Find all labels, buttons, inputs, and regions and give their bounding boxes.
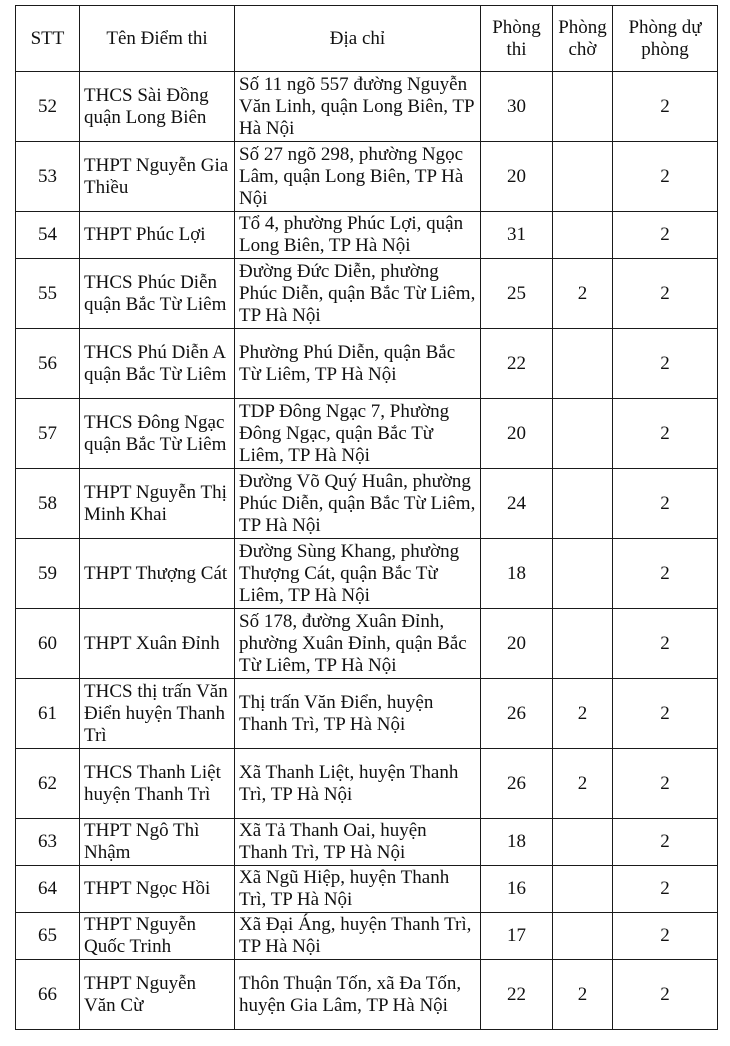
cell-exam-rooms: 26 bbox=[481, 749, 553, 819]
cell-site-name: THPT Nguyễn Thị Minh Khai bbox=[80, 469, 235, 539]
cell-reserve-rooms: 2 bbox=[613, 866, 718, 913]
cell-stt: 58 bbox=[16, 469, 80, 539]
cell-address: Đường Võ Quý Huân, phường Phúc Diễn, quận Bắc Từ Liêm, TP Hà Nội bbox=[235, 469, 481, 539]
cell-address: Số 27 ngõ 298, phường Ngọc Lâm, quận Long Biên, TP Hà Nội bbox=[235, 142, 481, 212]
cell-site-name: THPT Phúc Lợi bbox=[80, 212, 235, 259]
table-row bbox=[16, 749, 718, 819]
cell-reserve-rooms: 2 bbox=[613, 259, 718, 329]
cell-waiting-rooms bbox=[553, 913, 613, 960]
cell-address: Đường Sùng Khang, phường Thượng Cát, quận Bắc Từ Liêm, TP Hà Nội bbox=[235, 539, 481, 609]
cell-waiting-rooms: 2 bbox=[553, 960, 613, 1030]
table-row bbox=[16, 259, 718, 329]
cell-exam-rooms: 24 bbox=[481, 469, 553, 539]
cell-waiting-rooms bbox=[553, 399, 613, 469]
header-address: Địa chỉ bbox=[235, 6, 481, 72]
header-exam-rooms: Phòng thi bbox=[481, 6, 553, 72]
header-reserve-rooms: Phòng dự phòng bbox=[613, 6, 718, 72]
cell-exam-rooms: 17 bbox=[481, 913, 553, 960]
cell-reserve-rooms: 2 bbox=[613, 609, 718, 679]
table-row bbox=[16, 212, 718, 259]
cell-waiting-rooms bbox=[553, 866, 613, 913]
cell-address: Phường Phú Diễn, quận Bắc Từ Liêm, TP Hà Nội bbox=[235, 329, 481, 399]
cell-stt: 54 bbox=[16, 212, 80, 259]
cell-stt: 57 bbox=[16, 399, 80, 469]
cell-reserve-rooms: 2 bbox=[613, 142, 718, 212]
table-row bbox=[16, 539, 718, 609]
cell-exam-rooms: 26 bbox=[481, 679, 553, 749]
cell-address: Số 178, đường Xuân Đỉnh, phường Xuân Đỉnh, quận Bắc Từ Liêm, TP Hà Nội bbox=[235, 609, 481, 679]
header-name: Tên Điểm thi bbox=[80, 6, 235, 72]
cell-stt: 52 bbox=[16, 72, 80, 142]
cell-exam-rooms: 22 bbox=[481, 329, 553, 399]
cell-reserve-rooms: 2 bbox=[613, 819, 718, 866]
cell-address: Thị trấn Văn Điển, huyện Thanh Trì, TP Hà Nội bbox=[235, 679, 481, 749]
cell-reserve-rooms: 2 bbox=[613, 913, 718, 960]
cell-address: Đường Đức Diễn, phường Phúc Diễn, quận Bắc Từ Liêm, TP Hà Nội bbox=[235, 259, 481, 329]
exam-sites-table bbox=[15, 5, 718, 1030]
cell-reserve-rooms: 2 bbox=[613, 679, 718, 749]
cell-reserve-rooms: 2 bbox=[613, 72, 718, 142]
cell-site-name: THCS Sài Đồng quận Long Biên bbox=[80, 72, 235, 142]
cell-waiting-rooms: 2 bbox=[553, 259, 613, 329]
cell-site-name: THPT Nguyễn Quốc Trinh bbox=[80, 913, 235, 960]
cell-reserve-rooms: 2 bbox=[613, 749, 718, 819]
cell-waiting-rooms: 2 bbox=[553, 749, 613, 819]
table-row bbox=[16, 142, 718, 212]
cell-site-name: THPT Thượng Cát bbox=[80, 539, 235, 609]
cell-address: Thôn Thuận Tốn, xã Đa Tốn, huyện Gia Lâm, TP Hà Nội bbox=[235, 960, 481, 1030]
header-stt: STT bbox=[16, 6, 80, 72]
cell-waiting-rooms bbox=[553, 609, 613, 679]
cell-site-name: THPT Ngô Thì Nhậm bbox=[80, 819, 235, 866]
cell-address: Xã Thanh Liệt, huyện Thanh Trì, TP Hà Nội bbox=[235, 749, 481, 819]
cell-address: Xã Ngũ Hiệp, huyện Thanh Trì, TP Hà Nội bbox=[235, 866, 481, 913]
cell-stt: 56 bbox=[16, 329, 80, 399]
cell-site-name: THCS Phúc Diễn quận Bắc Từ Liêm bbox=[80, 259, 235, 329]
cell-reserve-rooms: 2 bbox=[613, 212, 718, 259]
cell-stt: 62 bbox=[16, 749, 80, 819]
cell-address: Tổ 4, phường Phúc Lợi, quận Long Biên, TP Hà Nội bbox=[235, 212, 481, 259]
cell-site-name: THCS thị trấn Văn Điển huyện Thanh Trì bbox=[80, 679, 235, 749]
cell-waiting-rooms bbox=[553, 539, 613, 609]
cell-exam-rooms: 18 bbox=[481, 819, 553, 866]
table-row bbox=[16, 913, 718, 960]
cell-stt: 53 bbox=[16, 142, 80, 212]
cell-exam-rooms: 20 bbox=[481, 609, 553, 679]
cell-site-name: THPT Xuân Đỉnh bbox=[80, 609, 235, 679]
table-row bbox=[16, 679, 718, 749]
table-row bbox=[16, 960, 718, 1030]
table-row bbox=[16, 609, 718, 679]
cell-exam-rooms: 20 bbox=[481, 399, 553, 469]
table-row bbox=[16, 469, 718, 539]
cell-exam-rooms: 31 bbox=[481, 212, 553, 259]
cell-address: Xã Tả Thanh Oai, huyện Thanh Trì, TP Hà Nội bbox=[235, 819, 481, 866]
cell-waiting-rooms: 2 bbox=[553, 679, 613, 749]
cell-waiting-rooms bbox=[553, 819, 613, 866]
cell-waiting-rooms bbox=[553, 142, 613, 212]
cell-site-name: THPT Nguyễn Gia Thiều bbox=[80, 142, 235, 212]
cell-exam-rooms: 16 bbox=[481, 866, 553, 913]
table-row bbox=[16, 866, 718, 913]
table-header-row bbox=[16, 6, 718, 72]
table-row bbox=[16, 72, 718, 142]
cell-stt: 60 bbox=[16, 609, 80, 679]
cell-reserve-rooms: 2 bbox=[613, 960, 718, 1030]
cell-address: Xã Đại Áng, huyện Thanh Trì, TP Hà Nội bbox=[235, 913, 481, 960]
cell-stt: 55 bbox=[16, 259, 80, 329]
cell-reserve-rooms: 2 bbox=[613, 469, 718, 539]
cell-site-name: THCS Đông Ngạc quận Bắc Từ Liêm bbox=[80, 399, 235, 469]
cell-exam-rooms: 25 bbox=[481, 259, 553, 329]
cell-exam-rooms: 18 bbox=[481, 539, 553, 609]
header-waiting-rooms: Phòng chờ bbox=[553, 6, 613, 72]
cell-site-name: THCS Phú Diễn A quận Bắc Từ Liêm bbox=[80, 329, 235, 399]
cell-waiting-rooms bbox=[553, 329, 613, 399]
cell-reserve-rooms: 2 bbox=[613, 399, 718, 469]
cell-reserve-rooms: 2 bbox=[613, 329, 718, 399]
cell-waiting-rooms bbox=[553, 469, 613, 539]
cell-exam-rooms: 30 bbox=[481, 72, 553, 142]
table-row bbox=[16, 329, 718, 399]
cell-waiting-rooms bbox=[553, 212, 613, 259]
cell-stt: 59 bbox=[16, 539, 80, 609]
cell-stt: 64 bbox=[16, 866, 80, 913]
cell-site-name: THCS Thanh Liệt huyện Thanh Trì bbox=[80, 749, 235, 819]
cell-stt: 63 bbox=[16, 819, 80, 866]
cell-address: TDP Đông Ngạc 7, Phường Đông Ngạc, quận Bắc Từ Liêm, TP Hà Nội bbox=[235, 399, 481, 469]
cell-exam-rooms: 20 bbox=[481, 142, 553, 212]
cell-stt: 66 bbox=[16, 960, 80, 1030]
cell-stt: 61 bbox=[16, 679, 80, 749]
cell-address: Số 11 ngõ 557 đường Nguyễn Văn Linh, quận Long Biên, TP Hà Nội bbox=[235, 72, 481, 142]
cell-waiting-rooms bbox=[553, 72, 613, 142]
cell-site-name: THPT Nguyễn Văn Cừ bbox=[80, 960, 235, 1030]
cell-reserve-rooms: 2 bbox=[613, 539, 718, 609]
cell-site-name: THPT Ngọc Hồi bbox=[80, 866, 235, 913]
table-row bbox=[16, 399, 718, 469]
cell-exam-rooms: 22 bbox=[481, 960, 553, 1030]
cell-stt: 65 bbox=[16, 913, 80, 960]
table-row bbox=[16, 819, 718, 866]
